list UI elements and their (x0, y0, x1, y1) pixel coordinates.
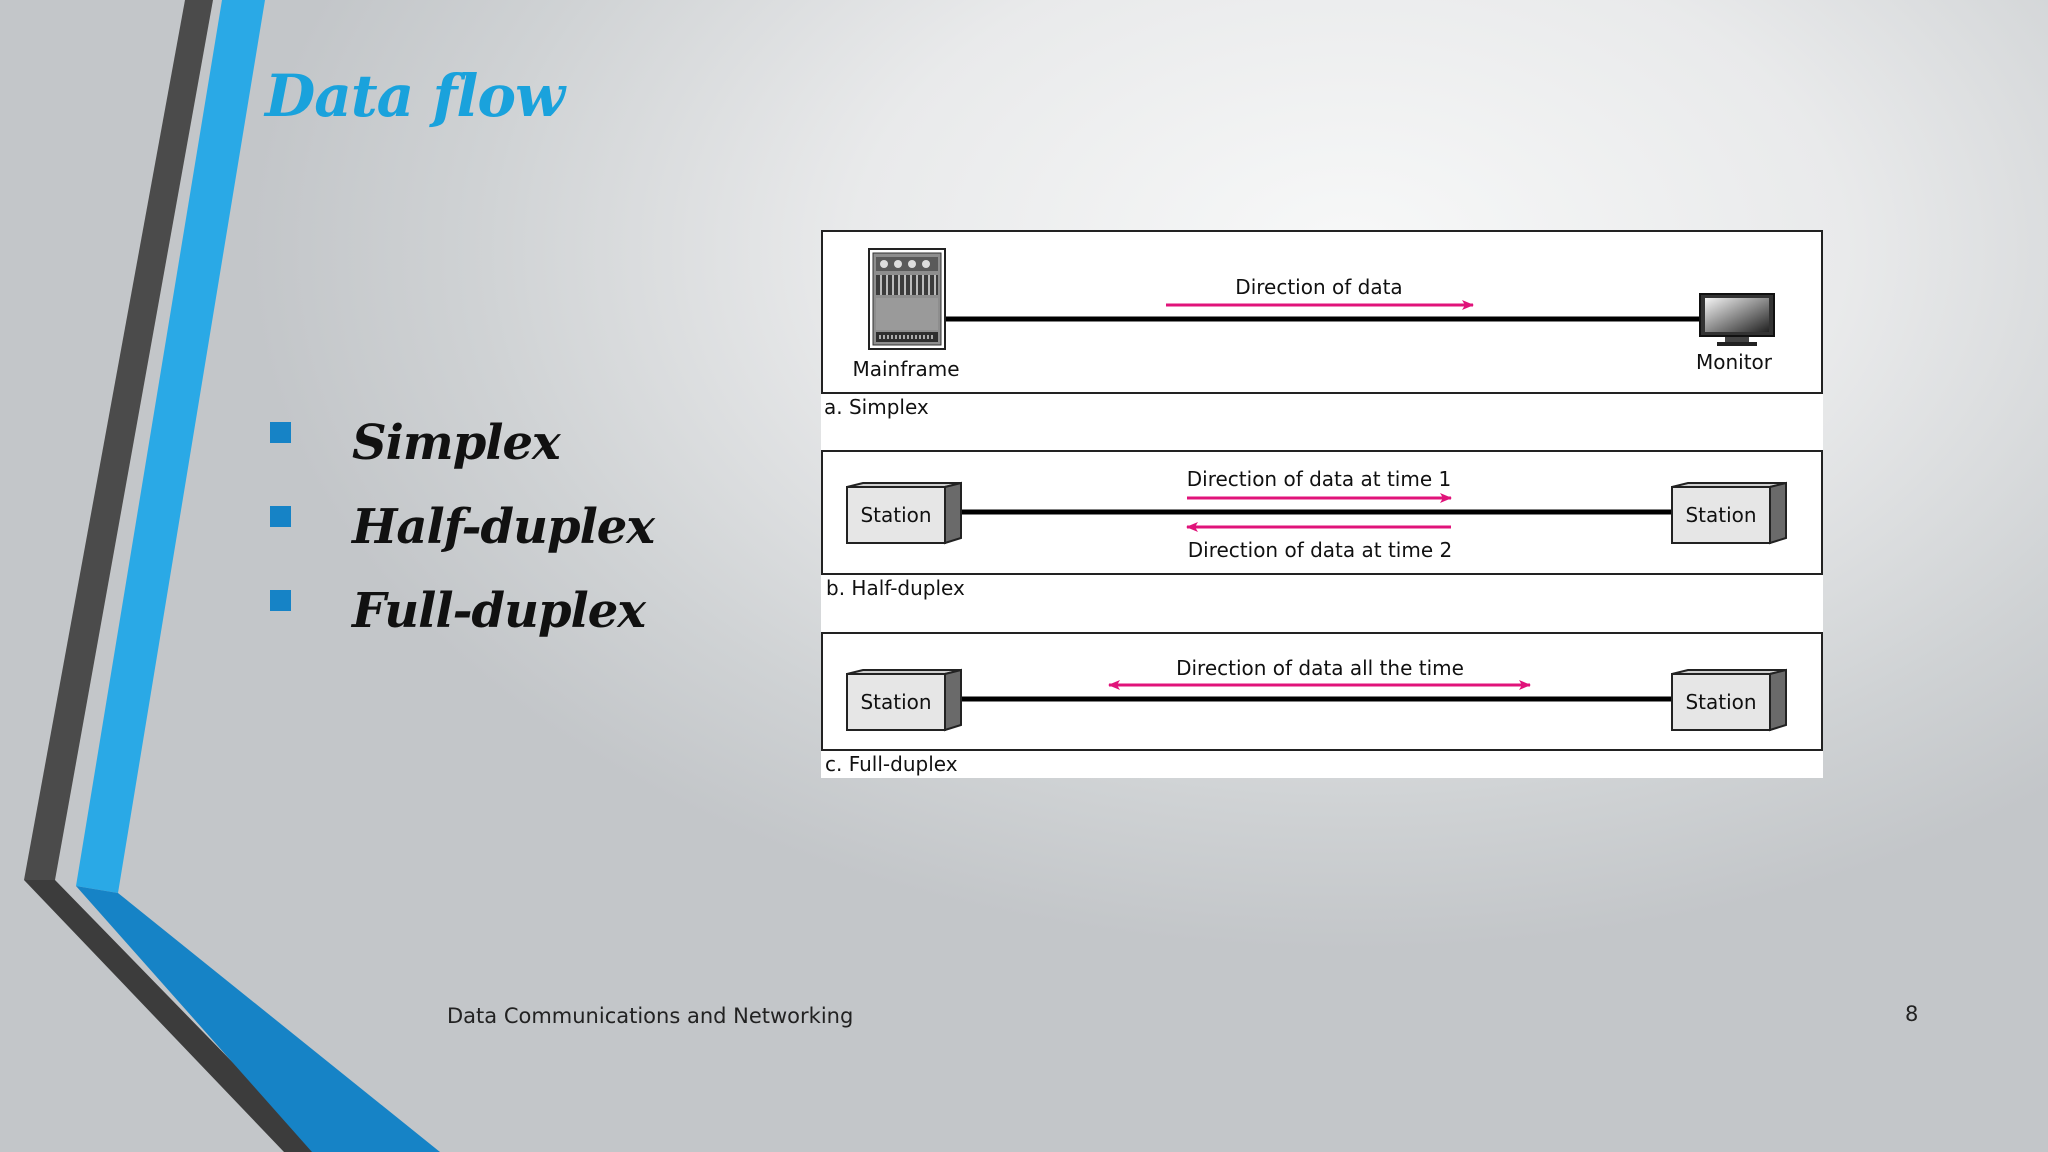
simplex-frame (822, 231, 1822, 393)
simplex-panel (822, 231, 1822, 419)
page-number: 8 (1905, 1002, 1919, 1026)
simplex-arrow-label: Direction of data (1235, 275, 1403, 299)
simplex-caption: a. Simplex (824, 395, 929, 419)
half-duplex-bottom-label: Direction of data at time 2 (1187, 538, 1453, 562)
station-label-right: Station (1685, 690, 1757, 714)
full-duplex-caption: c. Full-duplex (825, 752, 958, 776)
monitor-label: Monitor (1695, 350, 1773, 374)
half-duplex-top-label: Direction of data at time 1 (1186, 467, 1452, 491)
station-label-left: Station (860, 690, 932, 714)
full-duplex-arrow-label: Direction of data all the time (1176, 656, 1464, 680)
mainframe-icon (869, 249, 945, 349)
bullet-label: Full-duplex (352, 583, 645, 639)
station-label-right: Station (1685, 503, 1757, 527)
bullet-label: Half-duplex (352, 499, 654, 555)
data-flow-diagram (821, 230, 1823, 778)
mainframe-label: Mainframe (852, 357, 960, 381)
bullet-label: Simplex (352, 415, 560, 471)
square-bullet-icon (270, 506, 291, 527)
square-bullet-icon (270, 422, 291, 443)
half-duplex-caption: b. Half-duplex (826, 576, 965, 600)
square-bullet-icon (270, 590, 291, 611)
stripe-dark-lower (24, 880, 320, 1152)
station-label-left: Station (860, 503, 932, 527)
slide-footer: Data Communications and Networking (447, 1004, 854, 1028)
slide-title: Data flow (265, 62, 565, 130)
